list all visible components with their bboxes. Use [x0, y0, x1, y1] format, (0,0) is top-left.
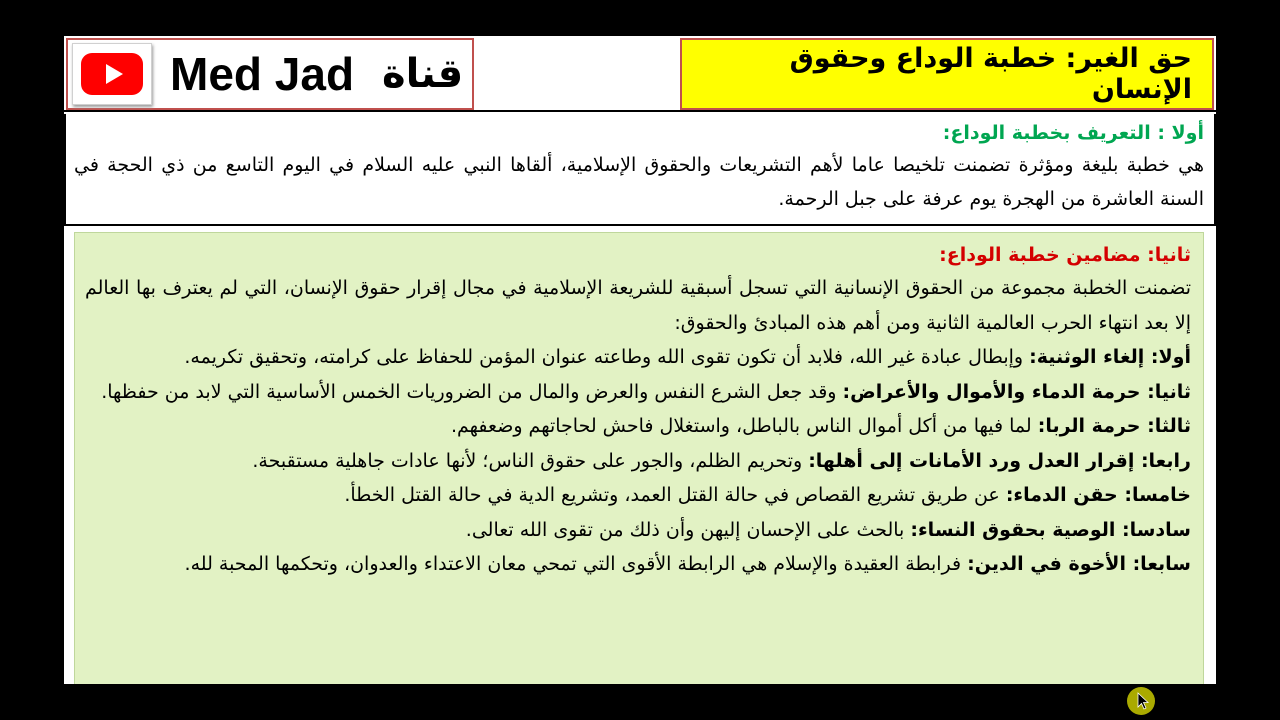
- contents-section: [74, 232, 1204, 684]
- item-text: وإبطال عبادة غير الله، فلابد أن تكون تقوى الله وطاعته عنوان المؤمن للحفاظ على كرامته، وتحقيق تكريمه.: [184, 346, 1030, 368]
- channel-label: قناة: [382, 51, 464, 97]
- item-text: وتحريم الظلم، والجور على حقوق الناس؛ لأنها عادات جاهلية مستقبحة.: [252, 449, 809, 472]
- list-item: [85, 340, 1191, 375]
- channel-name: Med Jad: [170, 48, 355, 100]
- list-item: [85, 375, 1191, 410]
- divider: [64, 224, 1216, 226]
- item-text: عن طريق تشريع القصاص في حالة القتل العمد، وتشريع الدية في حالة القتل الخطأ.: [344, 484, 1006, 506]
- contents-intro: تضمنت الخطبة مجموعة من الحقوق الإنسانية التي تسجل أسبقية للشريعة الإسلامية في مجال إقرار حقوق الإنسان، التي لم يعترف بها العالم إلا بعد انتهاء الحرب العالمية الثانية ومن أهم هذه المبادئ والحقوق:: [85, 277, 1191, 334]
- item-label: خامسا: حقن الدماء:: [1005, 484, 1191, 506]
- definition-text: هي خطبة بليغة ومؤثرة تضمنت تلخيصا عاما لأهم التشريعات والحقوق الإسلامية، ألقاها النبي عليه السلام في اليوم التاسع من ذي الحجة في السنة العاشرة من الهجرة يوم عرفة على جبل الرحمة.: [74, 154, 1204, 210]
- title-banner: [680, 38, 1214, 110]
- item-text: لما فيها من أكل أموال الناس بالباطل، واستغلال فاحش لحاجاتهم وضعفهم.: [450, 415, 1038, 437]
- page-title: حق الغير: خطبة الوداع وحقوق الإنسان: [789, 43, 1192, 105]
- contents-heading: ثانيا: مضامين خطبة الوداع:: [939, 244, 1191, 266]
- item-text: بالحث على الإحسان إليهن وأن ذلك من تقوى الله تعالى.: [465, 518, 911, 541]
- list-item: [85, 478, 1191, 513]
- item-label: ثانيا: حرمة الدماء والأموال والأعراض:: [842, 380, 1191, 403]
- channel-brand: [66, 38, 474, 110]
- list-item: [85, 409, 1191, 444]
- divider: [64, 110, 1216, 112]
- item-label: سابعا: الأخوة في الدين:: [967, 553, 1191, 575]
- slide: [64, 36, 1216, 684]
- definition-heading: أولا : التعريف بخطبة الوداع:: [942, 122, 1204, 144]
- youtube-icon: [72, 43, 152, 105]
- item-text: فرابطة العقيدة والإسلام هي الرابطة الأقوى التي تمحي معان الاعتداء والعدوان، وتحكمها المحبة لله.: [184, 553, 968, 575]
- definition-section: [64, 114, 1216, 224]
- item-label: ثالثا: حرمة الربا:: [1037, 415, 1191, 437]
- list-item: [85, 547, 1191, 582]
- item-text: وقد جعل الشرع النفس والعرض والمال من الضروريات الخمس الأساسية التي لابد من حفظها.: [101, 380, 843, 403]
- mouse-pointer-icon: [1126, 686, 1156, 716]
- list-item: [85, 444, 1191, 479]
- item-label: سادسا: الوصية بحقوق النساء:: [910, 518, 1191, 541]
- item-label: رابعا: إقرار العدل ورد الأمانات إلى أهلها:: [808, 449, 1191, 472]
- item-label: أولا: إلغاء الوثنية:: [1029, 346, 1191, 368]
- list-item: [85, 513, 1191, 548]
